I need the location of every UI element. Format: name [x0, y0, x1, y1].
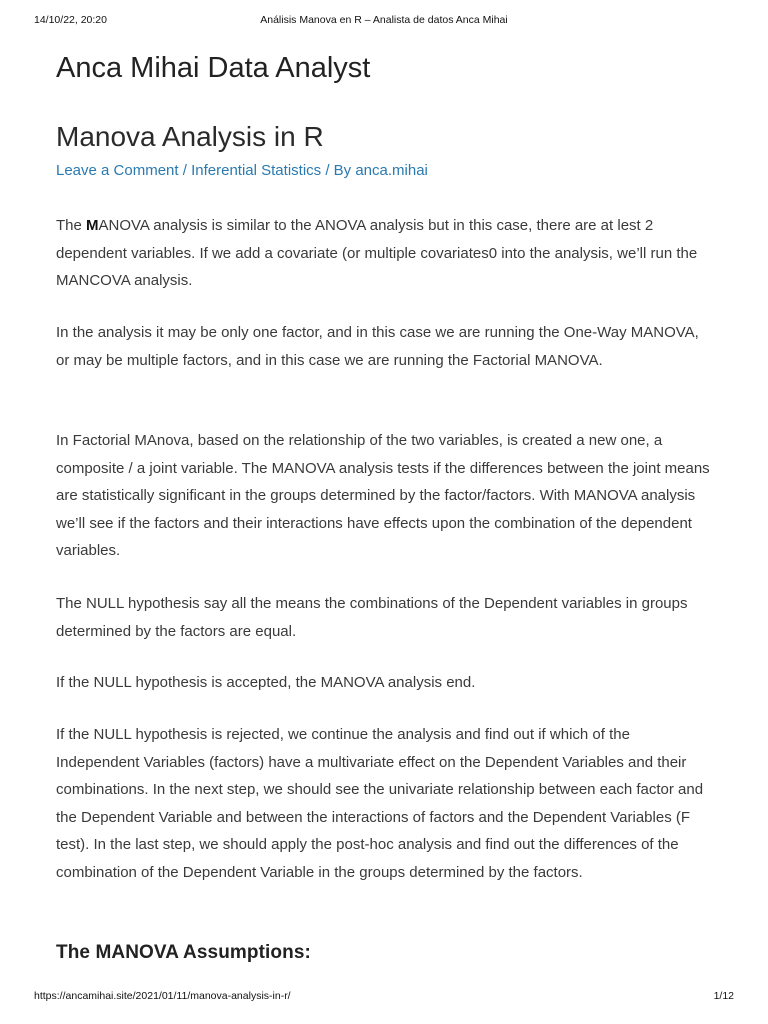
meta-by-prefix: / By — [321, 162, 356, 179]
paragraph-intro-rest: ANOVA analysis is similar to the ANOVA analysis but in this case, there are at lest 2 dependent variables. If we add a covariate (or multiple covariates0 into the analysis, we’ll run the MANCOVA analysis. — [56, 217, 698, 289]
section-heading-assumptions: The MANOVA Assumptions: — [56, 942, 311, 963]
meta-separator: / — [178, 162, 192, 179]
print-page-number: 1/12 — [713, 990, 734, 1002]
site-title[interactable]: Anca Mihai Data Analyst — [56, 52, 371, 84]
comment-link[interactable]: Leave a Comment — [56, 162, 179, 179]
print-doc-title: Análisis Manova en R – Analista de datos Anca Mihai — [260, 14, 508, 26]
post-title: Manova Analysis in R — [56, 121, 324, 152]
paragraph-intro-prefix: The — [56, 217, 87, 234]
paragraph-intro — [56, 212, 716, 295]
print-header — [34, 14, 734, 30]
paragraph-null-rejected: If the NULL hypothesis is rejected, we continue the analysis and find out if which of the Independent Variables (factors) have a multivariate effect on the Dependent Variables and their combinations. In the next step, we should see the univariate relationship between each factor and the Dependent Variable and between the interactions of factors and the Dependent Variables (F test). In the last step, we should apply the post-hoc analysis and find out the differences of the combination of the Dependent Variable in the groups determined by the factors. — [56, 726, 704, 881]
print-url: https://ancamihai.site/2021/01/11/manova-analysis-in-r/ — [34, 990, 291, 1002]
print-footer — [34, 990, 734, 1006]
author-link[interactable]: anca.mihai — [355, 162, 428, 179]
print-date: 14/10/22, 20:20 — [34, 14, 107, 26]
paragraph-factors: In the analysis it may be only one factor, and in this case we are running the One-Way MANOVA, or may be multiple factors, and in this case we are running the Factorial MANOVA. — [56, 324, 699, 369]
paragraph-null-hypothesis: The NULL hypothesis say all the means the combinations of the Dependent variables in groups determined by the factors are equal. — [56, 595, 688, 640]
post-meta — [56, 160, 428, 182]
paragraph-factorial-manova: In Factorial MAnova, based on the relationship of the two variables, is created a new one, a composite / a joint variable. The MANOVA analysis tests if the differences between the joint means are statistically significant in the groups determined by the factor/factors. With MANOVA analysis we’ll see if the factors and their interactions have effects upon the combination of the dependent variables. — [56, 432, 710, 559]
paragraph-null-accepted: If the NULL hypothesis is accepted, the MANOVA analysis end. — [56, 674, 476, 691]
category-link[interactable]: Inferential Statistics — [191, 162, 322, 179]
paragraph-intro-bold: M — [86, 217, 99, 234]
